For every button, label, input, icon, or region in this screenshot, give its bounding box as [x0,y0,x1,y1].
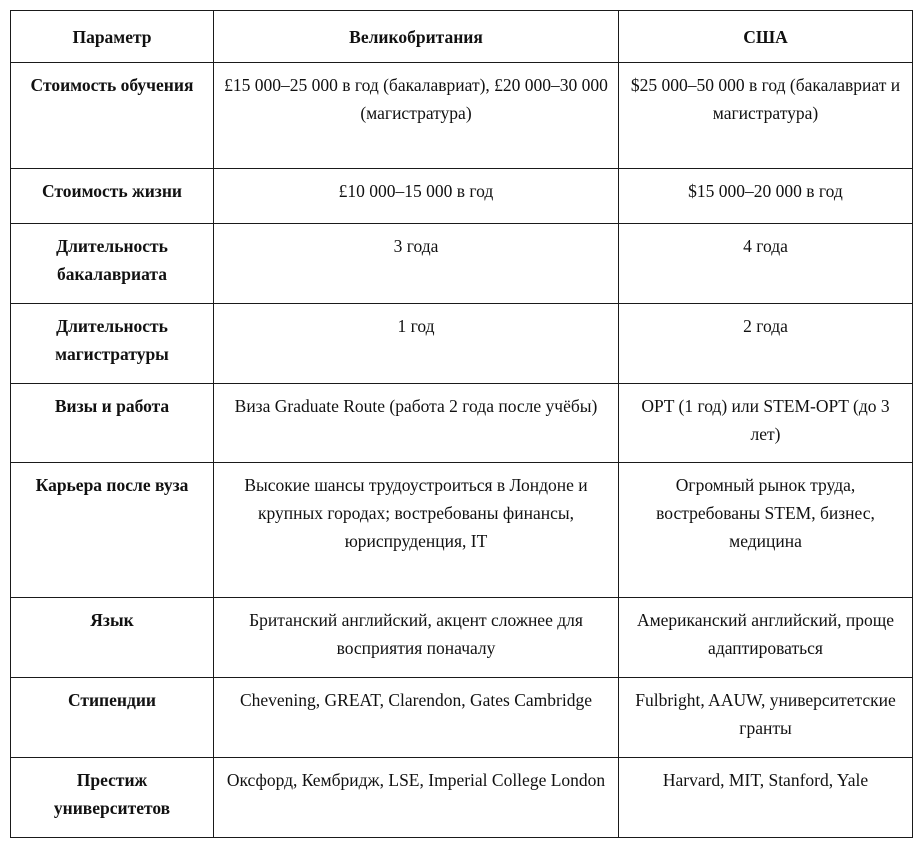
row-parameter: Длительность бакалавриата [11,224,214,304]
row-usa-value: $15 000–20 000 в год [619,169,913,224]
row-usa-value: Fulbright, AAUW, университетские гранты [619,678,913,758]
row-parameter: Карьера после вуза [11,463,214,598]
table-row [11,63,913,169]
row-uk-value: 1 год [214,304,619,384]
row-parameter: Стоимость обучения [11,63,214,169]
header-parameter: Параметр [11,11,214,63]
table-row [11,304,913,384]
row-usa-value: $25 000–50 000 в год (бакалавриат и магистратура) [619,63,913,169]
header-uk: Великобритания [214,11,619,63]
row-usa-value: 2 года [619,304,913,384]
table-row [11,758,913,838]
row-usa-value: Американский английский, проще адаптироваться [619,598,913,678]
table-row [11,598,913,678]
row-uk-value: 3 года [214,224,619,304]
row-usa-value: Harvard, MIT, Stanford, Yale [619,758,913,838]
row-uk-value: £10 000–15 000 в год [214,169,619,224]
row-uk-value: Chevening, GREAT, Clarendon, Gates Cambridge [214,678,619,758]
row-parameter: Стоимость жизни [11,169,214,224]
table-row [11,678,913,758]
table-row [11,384,913,463]
table-row [11,224,913,304]
row-parameter: Длительность магистратуры [11,304,214,384]
row-parameter: Престиж университетов [11,758,214,838]
table-row [11,463,913,598]
table-header-row [11,11,913,63]
header-usa: США [619,11,913,63]
row-usa-value: 4 года [619,224,913,304]
row-uk-value: Виза Graduate Route (работа 2 года после учёбы) [214,384,619,463]
row-parameter: Стипендии [11,678,214,758]
row-uk-value: Высокие шансы трудоустроиться в Лондоне и крупных городах; востребованы финансы, юриспруденция, IT [214,463,619,598]
row-usa-value: Огромный рынок труда, востребованы STEM, бизнес, медицина [619,463,913,598]
table-row [11,169,913,224]
row-uk-value: £15 000–25 000 в год (бакалавриат), £20 000–30 000 (магистратура) [214,63,619,169]
row-parameter: Язык [11,598,214,678]
comparison-table [10,10,913,838]
row-parameter: Визы и работа [11,384,214,463]
row-uk-value: Оксфорд, Кембридж, LSE, Imperial College London [214,758,619,838]
row-usa-value: OPT (1 год) или STEM-OPT (до 3 лет) [619,384,913,463]
row-uk-value: Британский английский, акцент сложнее для восприятия поначалу [214,598,619,678]
